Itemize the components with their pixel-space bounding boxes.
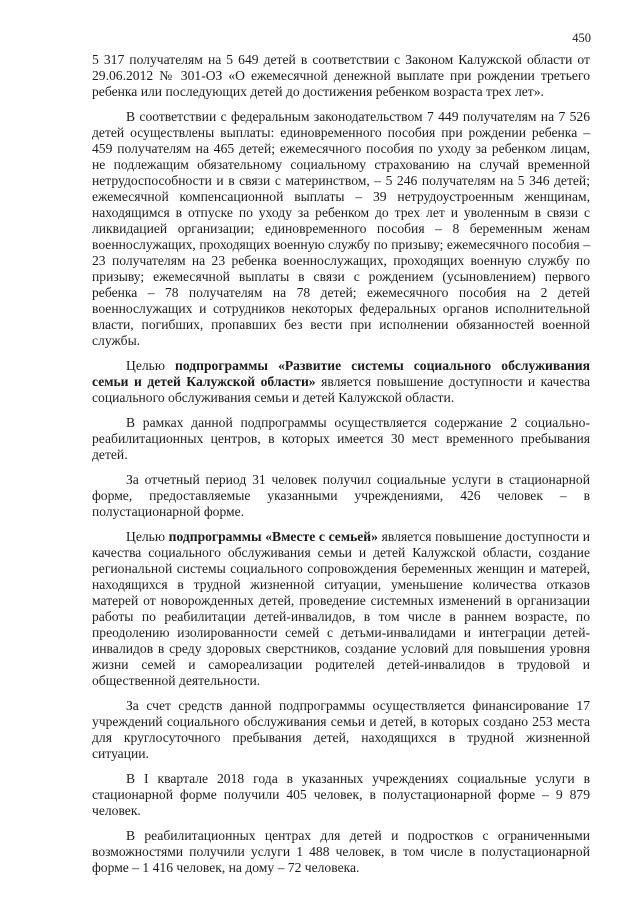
paragraph-text: За счет средств данной подпрограммы осуществляется финансирование 17 учреждений социального обслуживания семьи и детей, в которых создано 253 места для круглосуточного пребывания детей, находящихся в трудной жизненной ситуации. — [92, 698, 590, 761]
subprogram-title: подпрограммы «Вместе с семьей» — [168, 529, 378, 544]
subprogram-title: подпрограммы «Развитие системы социального обслуживания семьи и детей Калужской области» — [92, 358, 590, 389]
document-body — [92, 52, 590, 876]
paragraph-text: 5 317 получателям на 5 649 детей в соответствии с Законом Калужской области от 29.06.2012 № 301-ОЗ «О ежемесячной денежной выплате при рождении третьего ребенка или последующих детей до достижения ребенком возраста трех лет». — [92, 52, 590, 99]
paragraph-text: является повышение доступности и качества социального обслуживания семьи и детей Калужской области. — [92, 374, 590, 405]
paragraph-financing — [92, 698, 590, 762]
paragraph-q1-2018 — [92, 771, 590, 819]
paragraph-rehab-centers — [92, 415, 590, 463]
paragraph-text: В рамках данной подпрограммы осуществляется содержание 2 социально-реабилитационных центров, в которых имеется 30 мест временного пребывания детей. — [92, 415, 590, 462]
paragraph-continuation — [92, 52, 590, 100]
paragraph-text: Целью — [126, 358, 176, 373]
paragraph-text: За отчетный период 31 человек получил социальные услуги в стационарной форме, предоставляемые указанными учреждениями, 426 человек – в полустационарной форме. — [92, 472, 590, 519]
paragraph-text: является повышение доступности и качества социального обслуживания семьи и детей Калужской области, создание региональной системы социального сопровождения беременных женщин и матерей, находящихся в трудной жизненной ситуации, уменьшение количества отказов матерей от новорожденных детей, проведение системных изменений в организации работы по реабилитации детей-инвалидов, в том числе в раннем возрасте, по преодолению изолированности семей с детьми-инвалидами и интеграции детей-инвалидов в среду здоровых сверстников, создание условий для повышения уровня жизни семей и самореализации родителей детей-инвалидов в трудовой и общественной деятельности. — [92, 529, 591, 688]
page-number: 450 — [572, 31, 591, 45]
paragraph-reporting-period — [92, 472, 590, 520]
paragraph-text: Целью — [126, 529, 169, 544]
paragraph-rehab-services — [92, 828, 590, 876]
paragraph-subprogram-social-service — [92, 358, 590, 406]
paragraph-federal-payments — [92, 109, 590, 349]
paragraph-text: В реабилитационных центрах для детей и подростков с ограниченными возможностями получили услуги 1 488 человек, в том числе в полустационарной форме – 1 416 человек, на дому – 72 человека. — [92, 828, 590, 875]
paragraph-text: В соответствии с федеральным законодательством 7 449 получателям на 7 526 детей осуществлены выплаты: единовременного пособия при рождении ребенка – 459 получателям на 465 детей; ежемесячного пособия по уходу за ребенком лицам, не подлежащим обязательному социальному страхованию на случай временной нетрудоспособности и в связи с материнством, – 5 246 получателям на 5 346 детей; ежемесячной компенсационной выплаты – 39 нетрудоустроенным женщинам, находящимся в отпуске по уходу за ребенком до трех лет и уволенным в связи с ликвидацией организации; единовременного пособия – 8 беременным женам военнослужащих, проходящих военную службу по призыву; ежемесячного пособия – 23 получателям на 23 ребенка военнослужащих, проходящих военную службу по призыву; ежемесячной выплаты в связи с рождением (усыновлением) первого ребенка – 78 получателям на 78 детей; ежемесячного пособия на 2 детей военнослужащих и сотрудников некоторых федеральных органов исполнительной власти, погибших, пропавших без вести при исполнении обязанностей военной службы. — [92, 109, 590, 348]
paragraph-text: В I квартале 2018 года в указанных учреждениях социальные услуги в стационарной форме получили 405 человек, в полустационарной форме – 9 879 человек. — [92, 771, 590, 818]
paragraph-subprogram-together — [92, 529, 590, 689]
